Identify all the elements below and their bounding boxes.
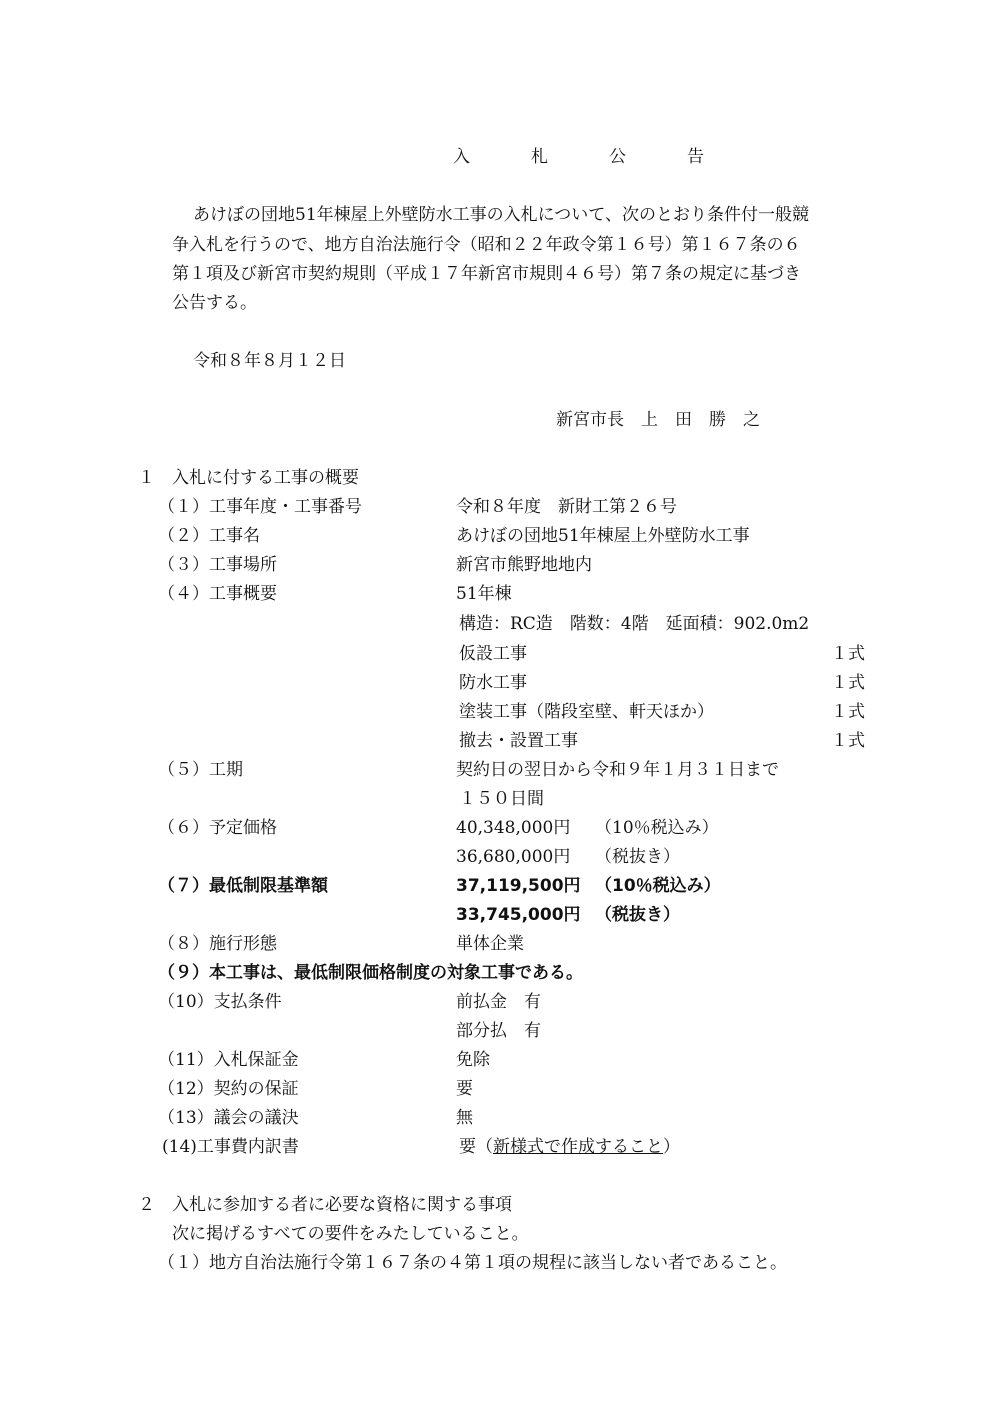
item11-label: （11）入札保証金: [158, 1050, 299, 1070]
item6-price-tax: 40,348,000円: [456, 818, 571, 838]
work-item-name: 塗装工事（階段室壁、軒天ほか）: [459, 702, 714, 722]
item3-label: （３）工事場所: [158, 555, 277, 575]
item7-price-tax: 37,119,500円: [456, 876, 581, 896]
item14-value-prefix: 要（: [459, 1137, 493, 1157]
item11-value: 免除: [456, 1050, 490, 1070]
item8-value: 単体企業: [456, 934, 524, 954]
item14-value-underlined: 新様式で作成すること: [493, 1137, 663, 1157]
item8-label: （８）施行形態: [158, 934, 277, 954]
section1-heading: １ 入札に付する工事の概要: [138, 468, 359, 488]
item7-price-notax: 33,745,000円: [456, 905, 581, 925]
item14-label: (14)工事費内訳書: [162, 1137, 299, 1157]
item12-label: （12）契約の保証: [158, 1079, 299, 1099]
work-item-qty: １式: [831, 702, 865, 722]
item10-value-1: 前払金 有: [456, 992, 541, 1012]
work-item-qty: １式: [831, 673, 865, 693]
item7-label: （７）最低制限基準額: [158, 876, 328, 896]
item2-label: （２）工事名: [158, 526, 260, 546]
item10-label: （10）支払条件: [158, 992, 282, 1012]
work-item-name: 仮設工事: [459, 644, 527, 664]
item9-text: （９）本工事は、最低制限価格制度の対象工事である。: [158, 963, 583, 983]
page-title: 入 札 公 告: [453, 147, 726, 167]
section2-heading: ２ 入札に参加する者に必要な資格に関する事項: [138, 1195, 512, 1215]
item4-label: （４）工事概要: [158, 584, 277, 604]
item13-value: 無: [456, 1108, 473, 1128]
item13-label: （13）議会の議決: [158, 1108, 299, 1128]
intro-line-1: あけぼの団地51年棟屋上外壁防水工事の入札について、次のとおり条件付一般競: [193, 205, 809, 225]
item4-structure: 構造：RC造 階数：4階 延面積：902.0m2: [459, 614, 810, 634]
work-item-qty: １式: [831, 731, 865, 751]
work-item-qty: １式: [831, 644, 865, 664]
item12-value: 要: [456, 1079, 473, 1099]
issuer: 新宮市長 上 田 勝 之: [556, 410, 760, 430]
item2-value: あけぼの団地51年棟屋上外壁防水工事: [456, 526, 750, 546]
section2-intro: 次に掲げるすべての要件をみたしていること。: [172, 1224, 529, 1244]
item7-note-tax: （10％税込み）: [595, 876, 721, 896]
item6-label: （６）予定価格: [158, 818, 277, 838]
item7-note-notax: （税抜き）: [595, 905, 680, 925]
item6-note-notax: （税抜き）: [595, 847, 680, 867]
item5-value: 契約日の翌日から令和９年１月３１日まで: [456, 760, 779, 780]
item10-value-2: 部分払 有: [456, 1021, 541, 1041]
item1-value: 令和８年度 新財工第２６号: [456, 497, 677, 517]
item6-note-tax: （10％税込み）: [595, 818, 719, 838]
item3-value: 新宮市熊野地地内: [456, 555, 592, 575]
intro-line-4: 公告する。: [172, 293, 257, 313]
intro-line-3: 第１項及び新宮市契約規則（平成１７年新宮市規則４６号）第７条の規定に基づき: [172, 264, 801, 284]
notice-date: 令和８年８月１２日: [193, 351, 346, 371]
item5-days: １５０日間: [459, 789, 544, 809]
item6-price-notax: 36,680,000円: [456, 847, 571, 867]
item14-value: [459, 1139, 680, 1156]
item4-value: 51年棟: [456, 584, 512, 604]
intro-line-2: 争入札を行うので、地方自治法施行令（昭和２２年政令第１６号）第１６７条の６: [172, 235, 801, 255]
item5-label: （５）工期: [158, 760, 243, 780]
work-item-name: 撤去・設置工事: [459, 731, 578, 751]
work-item-name: 防水工事: [459, 673, 527, 693]
section2-item1: （１）地方自治法施行令第１６７条の４第１項の規程に該当しない者であること。: [158, 1253, 787, 1273]
item1-label: （１）工事年度・工事番号: [158, 497, 362, 517]
item14-value-suffix: ）: [663, 1137, 680, 1157]
